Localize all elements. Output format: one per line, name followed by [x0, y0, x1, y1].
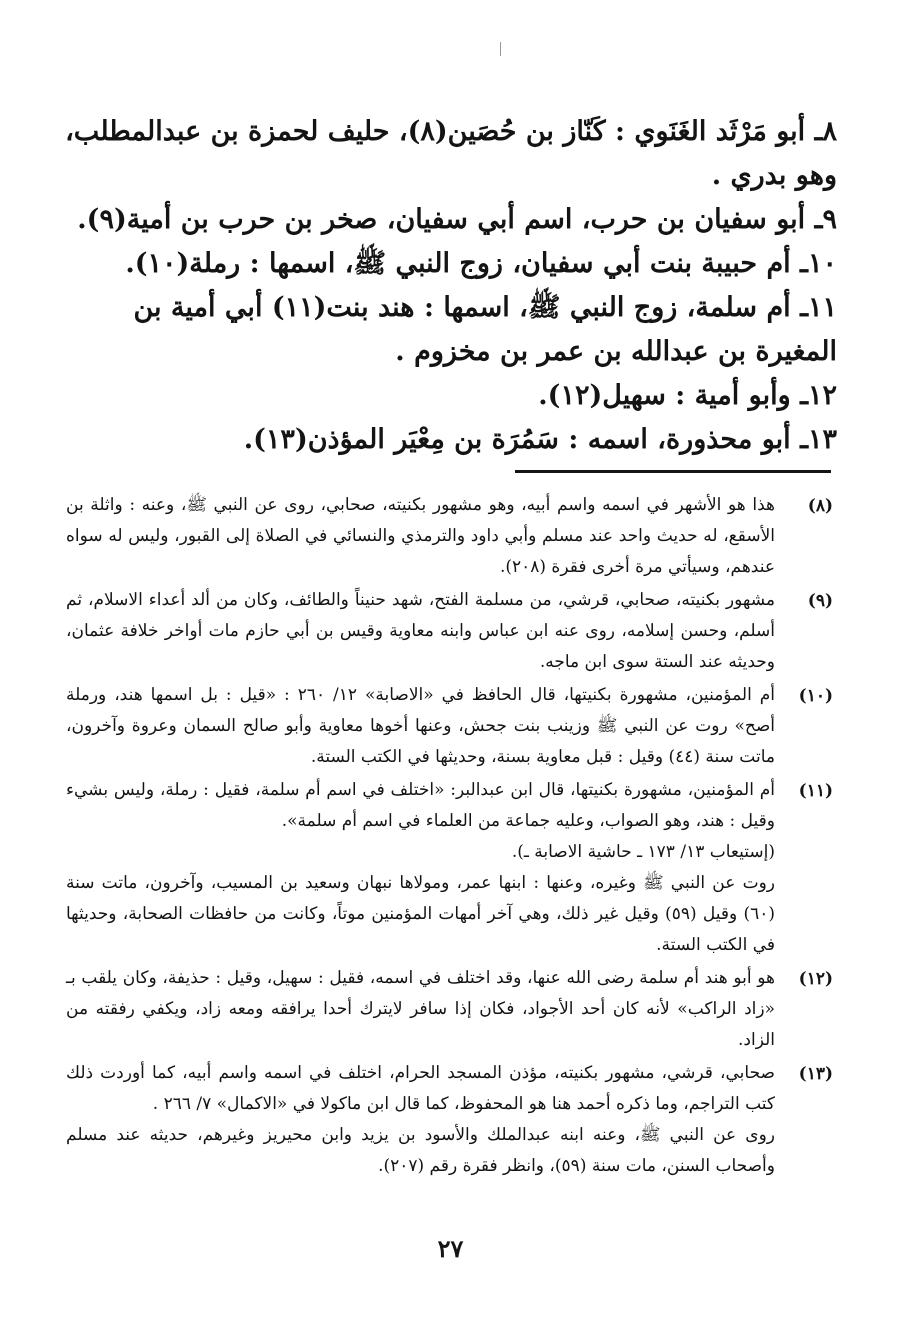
footnote-paragraph: صحابي، قرشي، مشهور بكنيته، مؤذن المسجد الحرام، اختلف في اسمه واسم أبيه، كما أوردت ذلك كتب التراجم، وما ذكره أحمد هنا هو المحفوظ، كما قال ابن ماكولا في «الاكمال» ٧/ ٢٦٦ .	[66, 1063, 775, 1114]
footnote-body	[66, 963, 775, 1056]
footnote-body	[66, 775, 775, 961]
footnote-paragraph: روت عن النبي ﷺ وغيره، وعنها : ابنها عمر، ومولاها نبهان وسعيد بن المسيب، وآخرون، ماتت سنة (٦٠) وقيل (٥٩) وقيل غير ذلك، وهي آخر أمهات المؤمنين موتاً، وكانت من حافظات الصحابة، وحديثها في الكتب الستة.	[66, 873, 775, 955]
footnote-10	[66, 680, 833, 773]
footnote-number: (٩)	[807, 591, 833, 611]
entry-8: ٨ـ أبو مَرْثَد الغَنَوي : كَنّاز بن حُصَين(٨)، حليف لحمزة بن عبدالمطلب، وهو بدري .	[65, 116, 837, 191]
footnote-number: (٨)	[807, 496, 833, 516]
footnote-paragraph: روى عن النبي ﷺ، وعنه ابنه عبدالملك والأسود بن يزيد وابن محيريز وغيرهم، حديثه عند مسلم وأصحاب السنن، مات سنة (٥٩)، وانظر فقرة رقم (٢٠٧).	[66, 1125, 775, 1176]
footnote-body	[66, 1058, 775, 1182]
footnote-paragraph: أم المؤمنين، مشهورة بكنيتها، قال ابن عبدالبر: «اختلف في اسم أم سلمة، فقيل : رملة، وليس بشيء وقيل : هند، وهو الصواب، وعليه جماعة من العلماء في اسم أم سلمة».	[66, 780, 775, 831]
main-text	[60, 110, 837, 462]
footnote-number: (١٠)	[798, 686, 833, 706]
entry-9: ٩ـ أبو سفيان بن حرب، اسم أبي سفيان، صخر بن حرب بن أمية(٩).	[77, 204, 837, 235]
footnote-divider	[515, 470, 831, 473]
footnote-body	[66, 490, 775, 583]
footnote-number: (١١)	[798, 781, 833, 801]
entry-11: ١١ـ أم سلمة، زوج النبي ﷺ، اسمها : هند بنت(١١) أبي أمية بن المغيرة بن عبدالله بن عمر بن مخزوم .	[133, 292, 837, 367]
scan-mark	[500, 42, 501, 56]
page-number: ٢٧	[437, 1234, 464, 1263]
footnote-13	[66, 1058, 833, 1182]
footnote-paragraph: هذا هو الأشهر في اسمه واسم أبيه، وهو مشهور بكنيته، صحابي، روى عن النبي ﷺ، وعنه : واثلة بن الأسقع، له حديث واحد عند مسلم وأبي داود والترمذي والنسائي في الصلاة إلى القبور، وليس له سواه عندهم، وسيأتي مرة أخرى فقرة (٢٠٨).	[66, 495, 775, 577]
footnote-number: (١٣)	[798, 1064, 833, 1084]
footnote-8	[66, 490, 833, 583]
entry-10: ١٠ـ أم حبيبة بنت أبي سفيان، زوج النبي ﷺ، اسمها : رملة(١٠).	[125, 248, 837, 279]
footnote-body	[66, 680, 775, 773]
footnote-paragraph: (إستيعاب ١٣/ ١٧٣ ـ حاشية الاصابة ـ).	[511, 842, 775, 862]
footnote-11	[66, 775, 833, 961]
footnote-paragraph: مشهور بكنيته، صحابي، قرشي، من مسلمة الفتح، شهد حنيناً والطائف، وكان من ألد أعداء الاسلام، ثم أسلم، وحسن إسلامه، روى عنه ابن عباس وابنه معاوية وقيس بن أبي حازم مات أواخر خلافة عثمان، وحديثه عند الستة سوى ابن ماجه.	[66, 590, 775, 672]
footnote-9	[66, 585, 833, 678]
footnote-12	[66, 963, 833, 1056]
footnote-body	[66, 585, 775, 678]
entry-13: ١٣ـ أبو محذورة، اسمه : سَمُرَة بن مِعْيَر المؤذن(١٣).	[243, 424, 837, 455]
footnote-paragraph: هو أبو هند أم سلمة رضى الله عنها، وقد اختلف في اسمه، فقيل : سهيل، وقيل : حذيفة، وكان يلقب بـ «زاد الراكب» لأنه كان أحد الأجواد، فكان إذا سافر لايترك أحدا يرافقه ومعه زاد، ويكفي رفقته من الزاد.	[66, 968, 775, 1050]
entry-12: ١٢ـ وأبو أمية : سهيل(١٢).	[538, 380, 837, 411]
footnote-number: (١٢)	[798, 969, 833, 989]
footnote-paragraph: أم المؤمنين، مشهورة بكنيتها، قال الحافظ في «الاصابة» ١٢/ ٢٦٠ : «قيل : بل اسمها هند، ورملة أصح» روت عن النبي ﷺ وزينب بنت جحش، وعنها أخوها معاوية وأبو صالح السمان وعروة وآخرون، ماتت سنة (٤٤) وقيل : قبل معاوية بسنة، وحديثها في الكتب الستة.	[66, 685, 775, 767]
footnotes	[66, 490, 833, 1184]
